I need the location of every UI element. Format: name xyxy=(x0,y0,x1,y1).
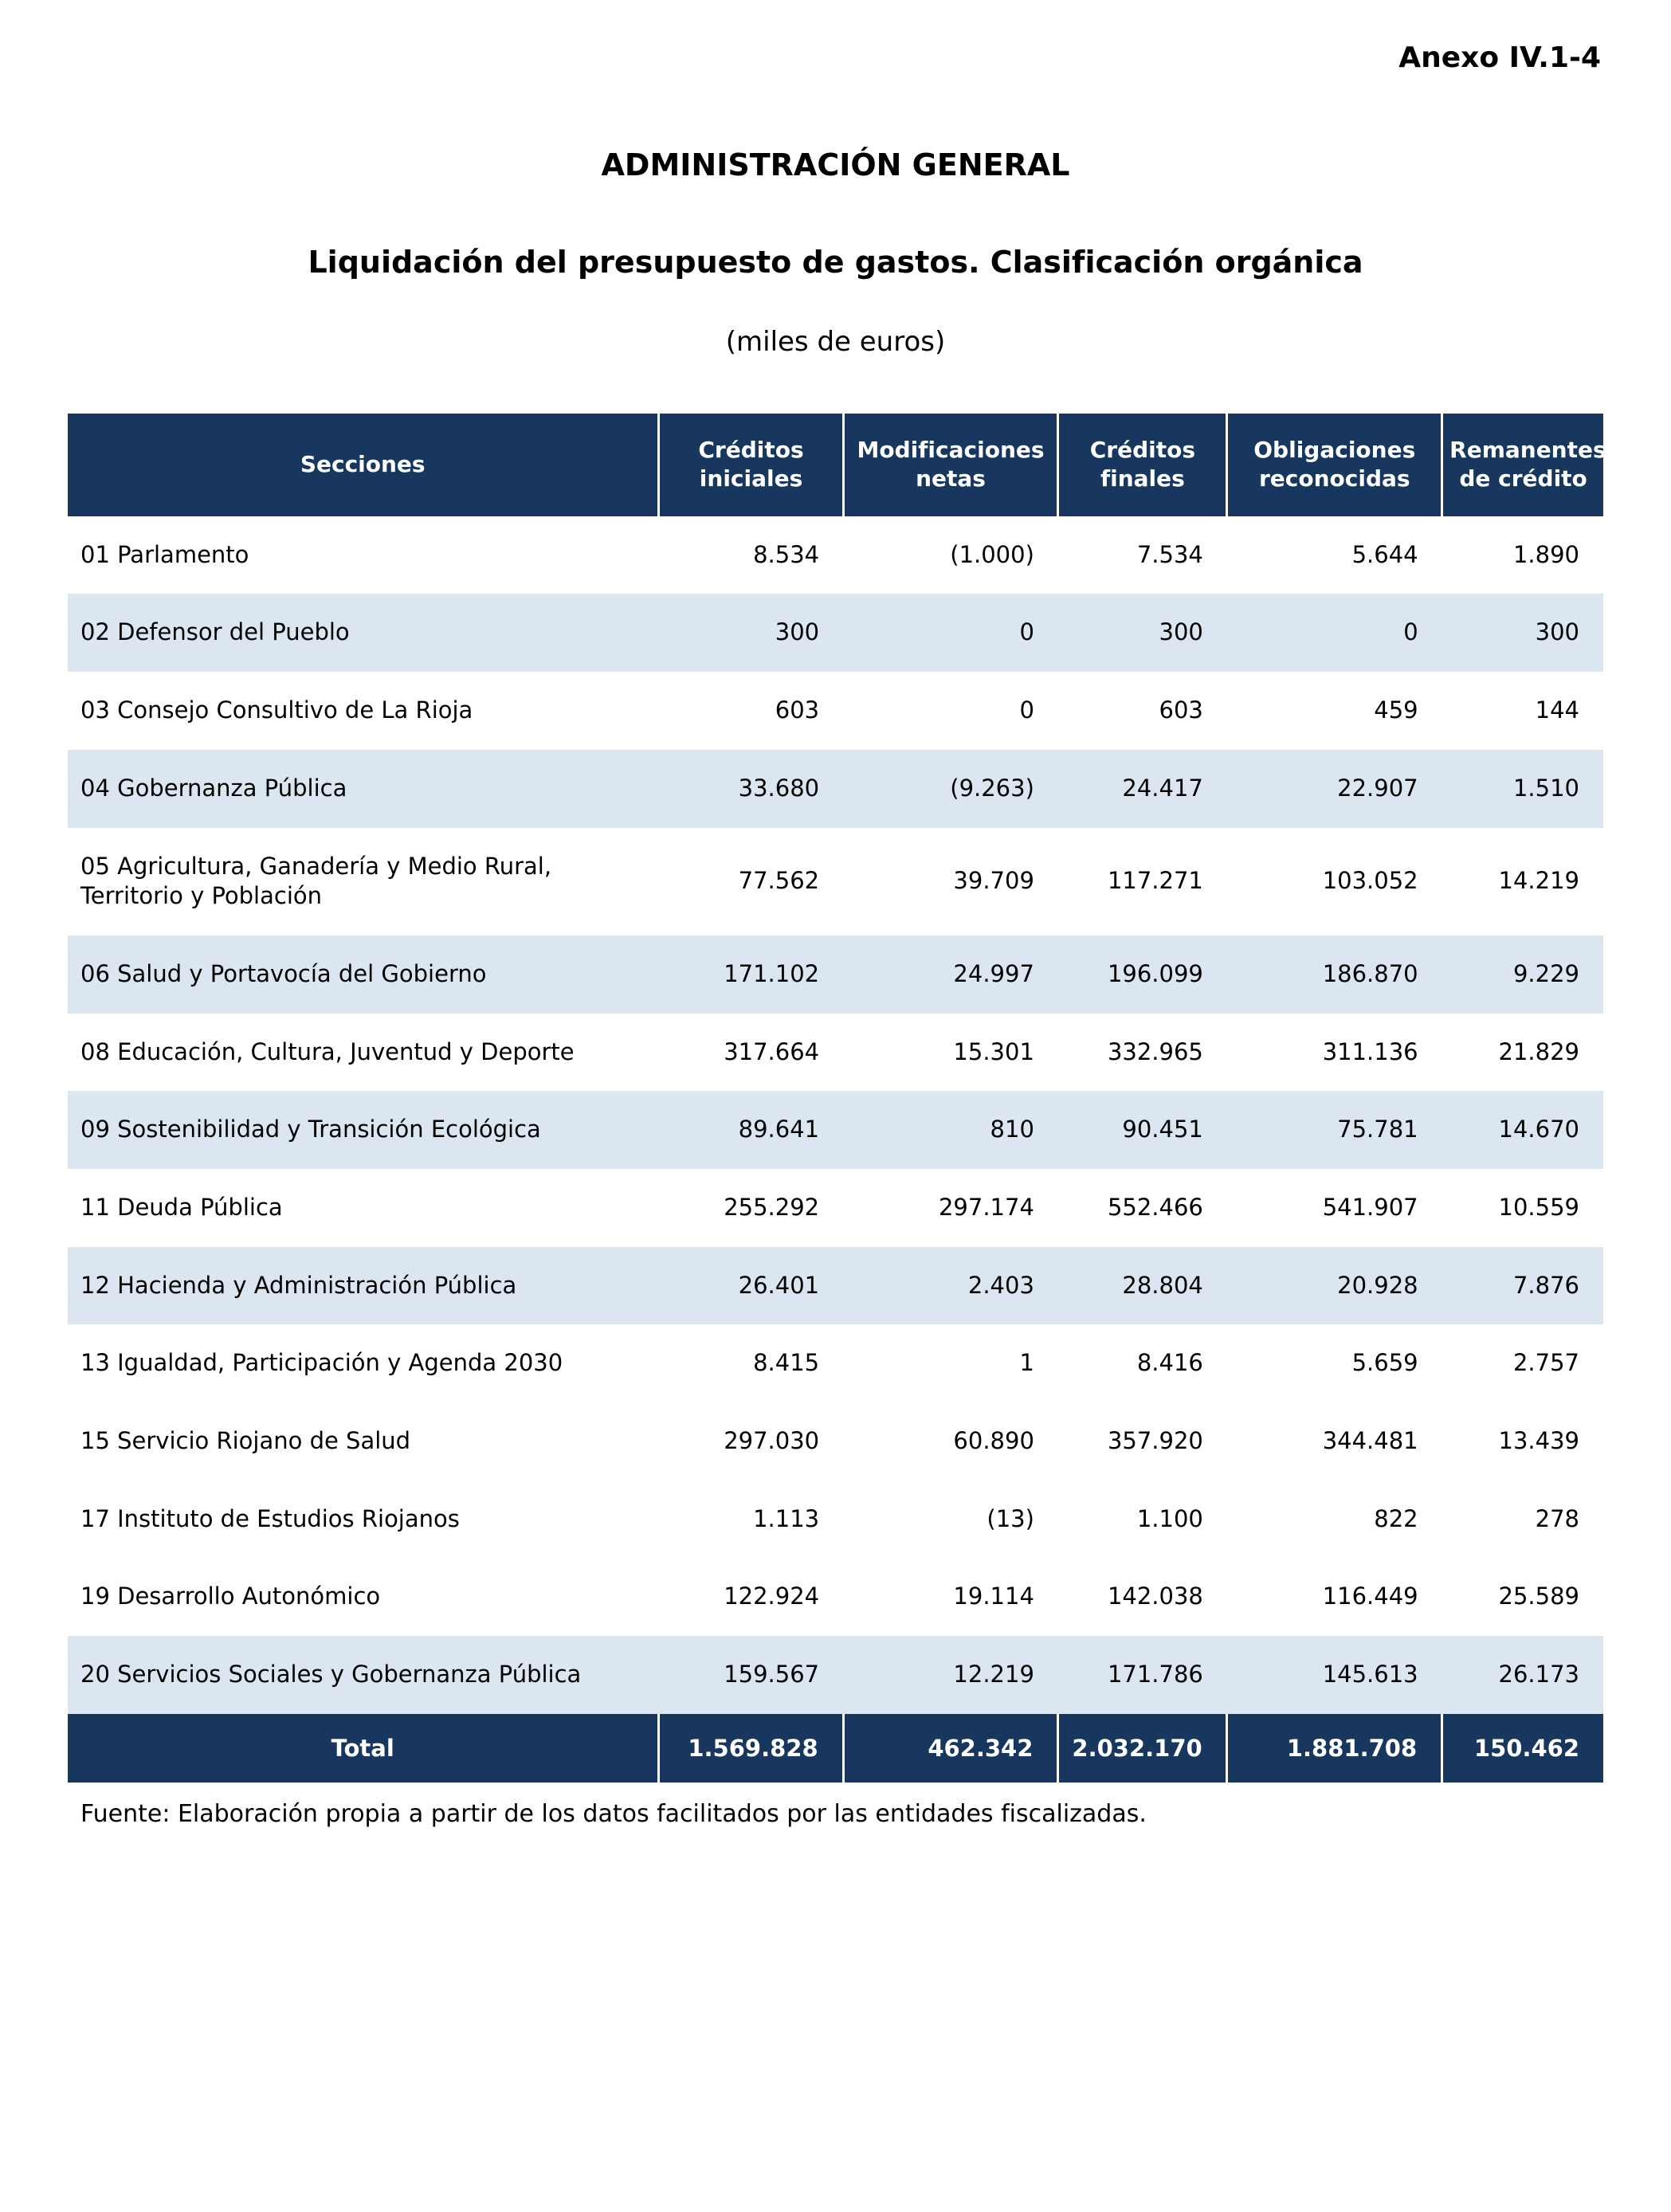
modificaciones-netas-value: 0 xyxy=(843,672,1058,750)
total-remanentes-credito: 150.462 xyxy=(1442,1714,1603,1783)
obligaciones-reconocidas-value: 0 xyxy=(1227,594,1442,672)
section-name: 02 Defensor del Pueblo xyxy=(68,594,659,672)
creditos-finales-value: 90.451 xyxy=(1058,1091,1227,1169)
section-name: 01 Parlamento xyxy=(68,516,659,594)
table-row xyxy=(68,935,1603,1014)
creditos-finales-value: 24.417 xyxy=(1058,750,1227,828)
total-row xyxy=(68,1714,1603,1783)
total-obligaciones-reconocidas: 1.881.708 xyxy=(1227,1714,1442,1783)
modificaciones-netas-value: (1.000) xyxy=(843,516,1058,594)
modificaciones-netas-value: 19.114 xyxy=(843,1558,1058,1636)
obligaciones-reconocidas-value: 5.644 xyxy=(1227,516,1442,594)
table-row xyxy=(68,750,1603,828)
creditos-finales-value: 28.804 xyxy=(1058,1247,1227,1325)
creditos-iniciales-value: 171.102 xyxy=(659,935,843,1014)
obligaciones-reconocidas-value: 145.613 xyxy=(1227,1636,1442,1714)
creditos-iniciales-value: 297.030 xyxy=(659,1402,843,1481)
creditos-iniciales-value: 300 xyxy=(659,594,843,672)
modificaciones-netas-value: 24.997 xyxy=(843,935,1058,1014)
table-row xyxy=(68,594,1603,672)
remanentes-credito-value: 300 xyxy=(1442,594,1603,672)
creditos-iniciales-value: 255.292 xyxy=(659,1169,843,1247)
creditos-iniciales-value: 33.680 xyxy=(659,750,843,828)
modificaciones-netas-value: 2.403 xyxy=(843,1247,1058,1325)
modificaciones-netas-value: 810 xyxy=(843,1091,1058,1169)
creditos-iniciales-value: 603 xyxy=(659,672,843,750)
source-note: Fuente: Elaboración propia a partir de los datos facilitados por las entidades fiscalizadas. xyxy=(80,1799,1147,1828)
obligaciones-reconocidas-value: 103.052 xyxy=(1227,828,1442,935)
section-name: 17 Instituto de Estudios Riojanos xyxy=(68,1481,659,1559)
creditos-finales-value: 142.038 xyxy=(1058,1558,1227,1636)
creditos-iniciales-value: 159.567 xyxy=(659,1636,843,1714)
obligaciones-reconocidas-value: 186.870 xyxy=(1227,935,1442,1014)
creditos-finales-value: 552.466 xyxy=(1058,1169,1227,1247)
modificaciones-netas-value: 297.174 xyxy=(843,1169,1058,1247)
creditos-finales-value: 332.965 xyxy=(1058,1014,1227,1092)
table-row xyxy=(68,1324,1603,1402)
remanentes-credito-value: 9.229 xyxy=(1442,935,1603,1014)
section-name: 11 Deuda Pública xyxy=(68,1169,659,1247)
remanentes-credito-value: 2.757 xyxy=(1442,1324,1603,1402)
table-row xyxy=(68,1014,1603,1092)
creditos-finales-value: 603 xyxy=(1058,672,1227,750)
modificaciones-netas-value: 0 xyxy=(843,594,1058,672)
annex-label: Anexo IV.1-4 xyxy=(1398,41,1601,74)
section-name: 19 Desarrollo Autonómico xyxy=(68,1558,659,1636)
remanentes-credito-value: 26.173 xyxy=(1442,1636,1603,1714)
creditos-iniciales-value: 8.415 xyxy=(659,1324,843,1402)
creditos-finales-value: 300 xyxy=(1058,594,1227,672)
column-header-remanentes-credito: Remanentes de crédito xyxy=(1442,414,1603,516)
remanentes-credito-value: 278 xyxy=(1442,1481,1603,1559)
remanentes-credito-value: 1.510 xyxy=(1442,750,1603,828)
creditos-iniciales-value: 122.924 xyxy=(659,1558,843,1636)
creditos-iniciales-value: 26.401 xyxy=(659,1247,843,1325)
creditos-finales-value: 8.416 xyxy=(1058,1324,1227,1402)
obligaciones-reconocidas-value: 22.907 xyxy=(1227,750,1442,828)
obligaciones-reconocidas-value: 822 xyxy=(1227,1481,1442,1559)
obligaciones-reconocidas-value: 459 xyxy=(1227,672,1442,750)
creditos-iniciales-value: 1.113 xyxy=(659,1481,843,1559)
column-header-obligaciones-reconocidas: Obligaciones reconocidas xyxy=(1227,414,1442,516)
modificaciones-netas-value: (9.263) xyxy=(843,750,1058,828)
total-creditos-finales: 2.032.170 xyxy=(1058,1714,1227,1783)
modificaciones-netas-value: 1 xyxy=(843,1324,1058,1402)
creditos-finales-value: 196.099 xyxy=(1058,935,1227,1014)
total-label: Total xyxy=(68,1714,659,1783)
creditos-iniciales-value: 77.562 xyxy=(659,828,843,935)
remanentes-credito-value: 14.670 xyxy=(1442,1091,1603,1169)
remanentes-credito-value: 21.829 xyxy=(1442,1014,1603,1092)
creditos-iniciales-value: 89.641 xyxy=(659,1091,843,1169)
table-row xyxy=(68,1247,1603,1325)
obligaciones-reconocidas-value: 5.659 xyxy=(1227,1324,1442,1402)
section-name: 08 Educación, Cultura, Juventud y Deporte xyxy=(68,1014,659,1092)
table-row xyxy=(68,1558,1603,1636)
obligaciones-reconocidas-value: 75.781 xyxy=(1227,1091,1442,1169)
creditos-finales-value: 117.271 xyxy=(1058,828,1227,935)
table-header-row xyxy=(68,414,1603,516)
table-row xyxy=(68,1402,1603,1481)
obligaciones-reconocidas-value: 311.136 xyxy=(1227,1014,1442,1092)
modificaciones-netas-value: 12.219 xyxy=(843,1636,1058,1714)
obligaciones-reconocidas-value: 344.481 xyxy=(1227,1402,1442,1481)
section-name: 04 Gobernanza Pública xyxy=(68,750,659,828)
modificaciones-netas-value: 60.890 xyxy=(843,1402,1058,1481)
column-header-creditos-iniciales: Créditos iniciales xyxy=(659,414,843,516)
creditos-iniciales-value: 317.664 xyxy=(659,1014,843,1092)
modificaciones-netas-value: 39.709 xyxy=(843,828,1058,935)
budget-table xyxy=(68,414,1606,1783)
total-modificaciones-netas: 462.342 xyxy=(843,1714,1058,1783)
table-row xyxy=(68,516,1603,594)
page-title: ADMINISTRACIÓN GENERAL xyxy=(601,147,1070,182)
table-body xyxy=(68,516,1603,1714)
section-name: 09 Sostenibilidad y Transición Ecológica xyxy=(68,1091,659,1169)
column-header-creditos-finales: Créditos finales xyxy=(1058,414,1227,516)
remanentes-credito-value: 144 xyxy=(1442,672,1603,750)
section-name: 13 Igualdad, Participación y Agenda 2030 xyxy=(68,1324,659,1402)
creditos-finales-value: 1.100 xyxy=(1058,1481,1227,1559)
section-name: 20 Servicios Sociales y Gobernanza Pública xyxy=(68,1636,659,1714)
creditos-finales-value: 357.920 xyxy=(1058,1402,1227,1481)
page-subtitle: Liquidación del presupuesto de gastos. Clasificación orgánica xyxy=(308,245,1363,280)
table-row xyxy=(68,672,1603,750)
obligaciones-reconocidas-value: 20.928 xyxy=(1227,1247,1442,1325)
section-name: 12 Hacienda y Administración Pública xyxy=(68,1247,659,1325)
obligaciones-reconocidas-value: 116.449 xyxy=(1227,1558,1442,1636)
modificaciones-netas-value: (13) xyxy=(843,1481,1058,1559)
remanentes-credito-value: 7.876 xyxy=(1442,1247,1603,1325)
table-row xyxy=(68,1091,1603,1169)
remanentes-credito-value: 13.439 xyxy=(1442,1402,1603,1481)
creditos-iniciales-value: 8.534 xyxy=(659,516,843,594)
section-name: 03 Consejo Consultivo de La Rioja xyxy=(68,672,659,750)
remanentes-credito-value: 14.219 xyxy=(1442,828,1603,935)
table-row xyxy=(68,1481,1603,1559)
section-name: 06 Salud y Portavocía del Gobierno xyxy=(68,935,659,1014)
remanentes-credito-value: 25.589 xyxy=(1442,1558,1603,1636)
obligaciones-reconocidas-value: 541.907 xyxy=(1227,1169,1442,1247)
table-row xyxy=(68,1169,1603,1247)
column-header-modificaciones-netas: Modificaciones netas xyxy=(843,414,1058,516)
column-header-secciones: Secciones xyxy=(68,414,659,516)
total-creditos-iniciales: 1.569.828 xyxy=(659,1714,843,1783)
table-row xyxy=(68,1636,1603,1714)
remanentes-credito-value: 10.559 xyxy=(1442,1169,1603,1247)
creditos-finales-value: 7.534 xyxy=(1058,516,1227,594)
table-row xyxy=(68,828,1603,935)
modificaciones-netas-value: 15.301 xyxy=(843,1014,1058,1092)
units-note: (miles de euros) xyxy=(725,326,946,358)
section-name: 15 Servicio Riojano de Salud xyxy=(68,1402,659,1481)
remanentes-credito-value: 1.890 xyxy=(1442,516,1603,594)
section-name: 05 Agricultura, Ganadería y Medio Rural, Territorio y Población xyxy=(68,828,659,935)
creditos-finales-value: 171.786 xyxy=(1058,1636,1227,1714)
